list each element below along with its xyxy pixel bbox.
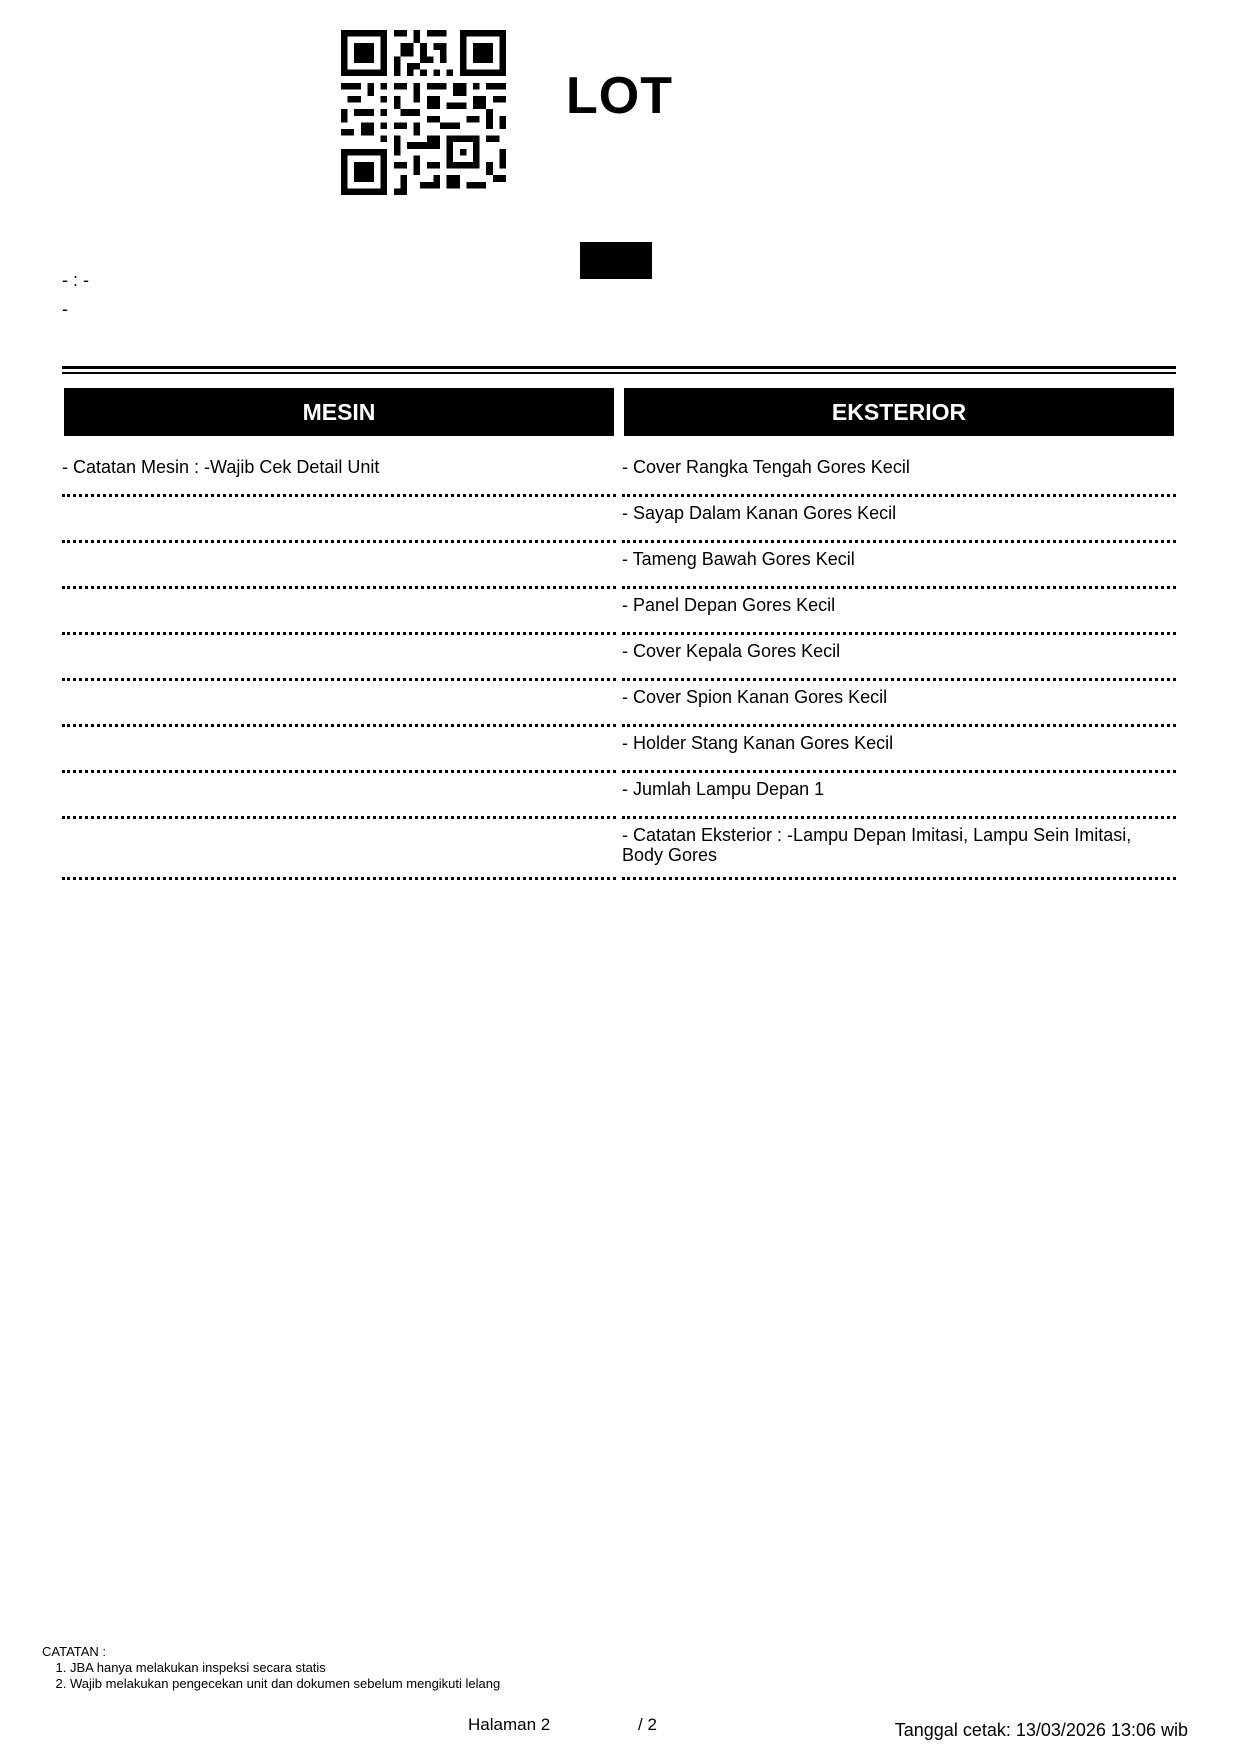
eksterior-item: - Cover Spion Kanan Gores Kecil [622, 681, 1176, 727]
meta-line-1: - : - [62, 270, 89, 290]
note-item: 1. JBA hanya melakukan inspeksi secara statis [70, 1660, 500, 1676]
mesin-section [62, 388, 616, 880]
mesin-item [62, 589, 616, 635]
mesin-item [62, 635, 616, 681]
eksterior-section [622, 388, 1176, 880]
header-divider-thick [62, 366, 1176, 369]
mesin-section-title: MESIN [64, 388, 614, 436]
qr-code-image [341, 30, 506, 195]
lot-label: LOT [566, 67, 673, 125]
notes-list [42, 1660, 500, 1692]
redacted-lot-number-box [580, 242, 652, 279]
eksterior-item: - Tameng Bawah Gores Kecil [622, 543, 1176, 589]
note-item: 2. Wajib melakukan pengecekan unit dan dokumen sebelum mengikuti lelang [70, 1676, 500, 1692]
mesin-item [62, 681, 616, 727]
eksterior-section-title: EKSTERIOR [624, 388, 1174, 436]
mesin-item [62, 773, 616, 819]
eksterior-item: - Holder Stang Kanan Gores Kecil [622, 727, 1176, 773]
header-divider-thin [62, 372, 1176, 374]
mesin-item [62, 819, 616, 880]
eksterior-item: - Cover Rangka Tengah Gores Kecil [622, 451, 1176, 497]
eksterior-item: - Cover Kepala Gores Kecil [622, 635, 1176, 681]
mesin-item: - Catatan Mesin : -Wajib Cek Detail Unit [62, 451, 616, 497]
mesin-item [62, 727, 616, 773]
eksterior-item: - Catatan Eksterior : -Lampu Depan Imitasi, Lampu Sein Imitasi, Body Gores [622, 819, 1176, 880]
meta-line-2: - [62, 299, 68, 319]
footer-notes [42, 1644, 500, 1692]
eksterior-list [622, 451, 1176, 880]
mesin-item [62, 497, 616, 543]
page-number-label: Halaman 2 [468, 1715, 551, 1734]
notes-title: CATATAN : [42, 1644, 107, 1659]
eksterior-item: - Jumlah Lampu Depan 1 [622, 773, 1176, 819]
eksterior-item: - Sayap Dalam Kanan Gores Kecil [622, 497, 1176, 543]
page-total-label: / 2 [638, 1715, 657, 1734]
eksterior-item: - Panel Depan Gores Kecil [622, 589, 1176, 635]
print-date: Tanggal cetak: 13/03/2026 13:06 wib [894, 1720, 1188, 1740]
mesin-list [62, 451, 616, 880]
mesin-item [62, 543, 616, 589]
